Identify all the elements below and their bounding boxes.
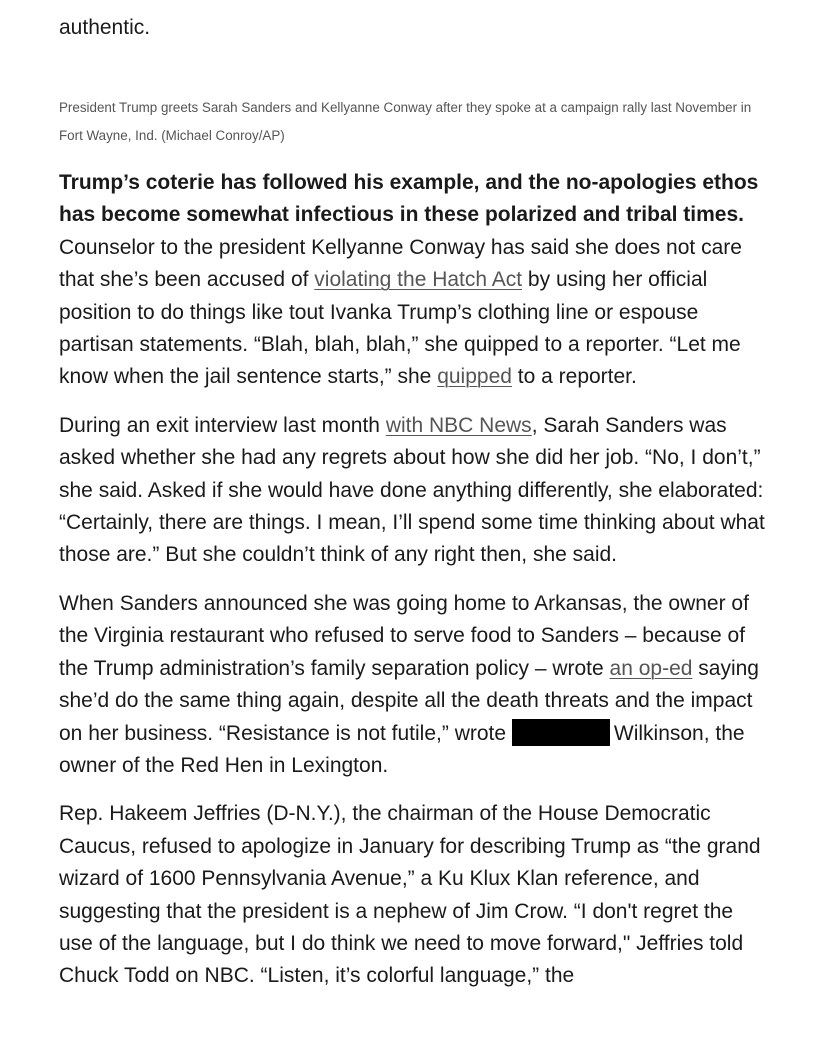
- paragraph-exit-interview: [59, 410, 769, 572]
- paragraph-text: saying she’d do the same thing again, despite all the death threats and the impact on her business. “Resistance is not futile,” wrote: [59, 656, 759, 745]
- paragraph-text: by using her official position to do things like tout Ivanka Trump’s clothing line or espouse partisan statements. “Blah, blah, blah,” she quipped to a reporter. “Let me know when the jail sentence starts,” she: [59, 268, 741, 389]
- paragraph-text: When Sanders announced she was going home to Arkansas, the owner of the Virginia restaurant who refused to serve food to Sanders – because of the Trump administration’s family separation policy – wrote: [59, 591, 749, 680]
- quipped-link[interactable]: quipped: [437, 365, 512, 389]
- redaction-block: [512, 719, 610, 746]
- paragraph-text: During an exit interview last month: [59, 413, 386, 437]
- article-body: [59, 167, 769, 1009]
- paragraph-lead-bold: Trump’s coterie has followed his example, and the no-apologies ethos has become somewhat infectious in these polarized and tribal times.: [59, 171, 759, 227]
- hatch-act-link[interactable]: violating the Hatch Act: [314, 268, 523, 292]
- paragraph-text: to a reporter.: [511, 365, 637, 389]
- op-ed-link[interactable]: an op-ed: [609, 656, 693, 680]
- nbc-news-link[interactable]: with NBC News: [385, 413, 532, 437]
- paragraph-red-hen: [59, 588, 769, 782]
- paragraph-text: Rep. Hakeem Jeffries (D-N.Y.), the chairman of the House Democratic Caucus, refused to apologize in January for describing Trump as “the grand wizard of 1600 Pennsylvania Avenue,” a Ku Klux Klan reference, and suggesting that the president is a nephew of Jim Crow. “I don't regret the use of the language, but I do think we need to move forward," Jeffries told Chuck Todd on NBC. “Listen, it’s colorful language,” the: [59, 802, 761, 988]
- paragraph-text: Counselor to the president Kellyanne Conway has said she does not care that she’s been accused of: [59, 235, 742, 292]
- paragraph-jeffries: [59, 798, 769, 992]
- paragraph-fragment: authentic.: [59, 16, 151, 39]
- paragraph-text: , Sarah Sanders was asked whether she had any regrets about how she did her job. “No, I don’t,” she said. Asked if she would have done anything differently, she elaborated: “Certainly, there are things. I mean, I’ll spend some time thinking about what those are.” But she couldn’t think of any right then, she said.: [59, 413, 765, 567]
- paragraph-coterie: [59, 167, 769, 394]
- paragraph-text: Wilkinson, the owner of the Red Hen in Lexington.: [59, 721, 745, 777]
- photo-caption: President Trump greets Sarah Sanders and Kellyanne Conway after they spoke at a campaign rally last November in Fort Wayne, Ind. (Michael Conroy/AP): [59, 100, 752, 143]
